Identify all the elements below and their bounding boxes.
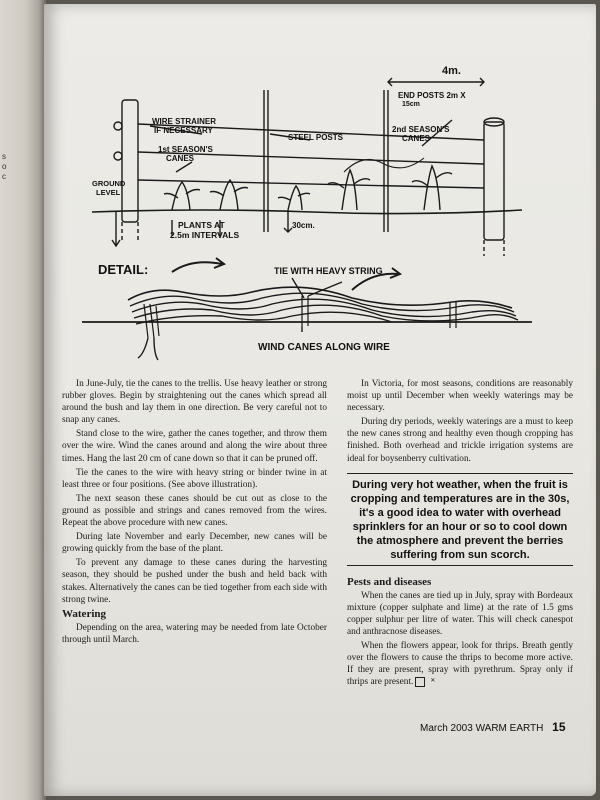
right-text-column <box>347 378 573 691</box>
detail-label: DETAIL: <box>98 262 149 277</box>
tie-string-label: TIE WITH HEAVY STRING <box>274 266 383 276</box>
page-footer <box>420 720 580 734</box>
level-label: LEVEL <box>96 188 121 197</box>
issue-date: March 2003 <box>420 723 473 734</box>
left-text-column <box>62 378 327 648</box>
paragraph-text: When the flowers appear, look for thrips. Breath gently over the flowers to cause the thrips to become more active. If they are present, spray with pyrethrum. Spray only if thrips are present. <box>347 641 573 688</box>
page-number: 15 <box>552 720 566 734</box>
paragraph: In June-July, tie the canes to the trellis. Use heavy leather or strong rubber gloves. Begin by straightening out the canes which spread all around the bush and lay them in one direction. Be very careful not to snap any canes. <box>62 379 327 426</box>
spine-text <box>2 152 12 182</box>
distance-label: 4m. <box>442 65 461 77</box>
paragraph: In Victoria, for most seasons, conditions are reasonably moist up until December when weekly waterings may be necessary. <box>347 379 573 414</box>
paragraph: During dry periods, weekly waterings are a must to keep the new canes strong and healthy even though cropping has finished. Both overhead and trickle irrigation systems are ideal for boysenberry cultivation. <box>347 417 573 464</box>
first-season-canes-label: CANES <box>166 154 195 163</box>
ground-label: GROUND <box>92 179 126 188</box>
end-posts-label: END POSTS 2m X <box>398 91 466 100</box>
paragraph: Stand close to the wire, gather the canes together, and throw them over the wire. Wind the canes around and along the wire about three times. Hang the last 20 cm of cane down so that it can be pruned off. <box>62 429 327 464</box>
book-spine <box>0 0 46 800</box>
if-necessary-label: IF NECESSARY <box>154 126 213 135</box>
paragraph: When the canes are tied up in July, spray with Bordeaux mixture (copper sulphate and lime) at the rate of 1.5 gms copper sulphur per litre of water. This will check canespot and anthracnose diseases. <box>347 590 573 638</box>
paragraph: Depending on the area, watering may be needed from late October through until March. <box>62 622 327 645</box>
end-mark-icon: ✕ <box>415 677 425 687</box>
height-label: 30cm. <box>292 221 315 230</box>
paragraph: To prevent any damage to these canes during the harvesting season, they should be pushed under the bush and held back with stakes. Alternatively the canes can be tied together from each side with strong twine. <box>62 558 327 605</box>
steel-posts-label: STEEL POSTS <box>288 133 343 142</box>
spine-letter: s <box>2 152 6 161</box>
magazine-name: WARM EARTH <box>475 723 544 734</box>
wind-canes-label: WIND CANES ALONG WIRE <box>258 342 390 353</box>
wire-strainer-label: WIRE STRAINER <box>152 117 216 126</box>
pull-quote-callout: During very hot weather, when the fruit is cropping and temperatures are in the 30s, it's a good idea to water with overhead sprinklers for an hour or so to cool down the atmosphere and prevent the berries suffering from sun scorch. <box>347 473 573 566</box>
trellis-diagram <box>52 60 546 380</box>
plants-at-label: PLANTS AT <box>178 220 225 230</box>
spine-letter: o <box>2 162 7 171</box>
paragraph: During late November and early December, new canes will be growing quickly from the base of the plant. <box>62 532 327 555</box>
spine-letter: c <box>2 172 6 181</box>
end-posts-size-label: 15cm <box>402 101 420 108</box>
paragraph <box>347 640 573 688</box>
second-season-canes-label: CANES <box>402 134 431 143</box>
first-season-label: 1st SEASON'S <box>158 145 213 154</box>
watering-heading: Watering <box>62 607 106 620</box>
second-season-label: 2nd SEASON'S <box>392 125 450 134</box>
paragraph: The next season these canes should be cut out as close to the ground as possible and strings and canes removed from the wires. Repeat the above procedure with new canes. <box>62 493 327 529</box>
paragraph: Tie the canes to the wire with heavy string or binder twine in at least three or four positions. (See above illustration). <box>62 467 327 490</box>
trellis-illustration <box>52 60 546 380</box>
intervals-label: 2.5m INTERVALS <box>170 230 240 240</box>
pests-heading: Pests and diseases <box>347 575 432 588</box>
